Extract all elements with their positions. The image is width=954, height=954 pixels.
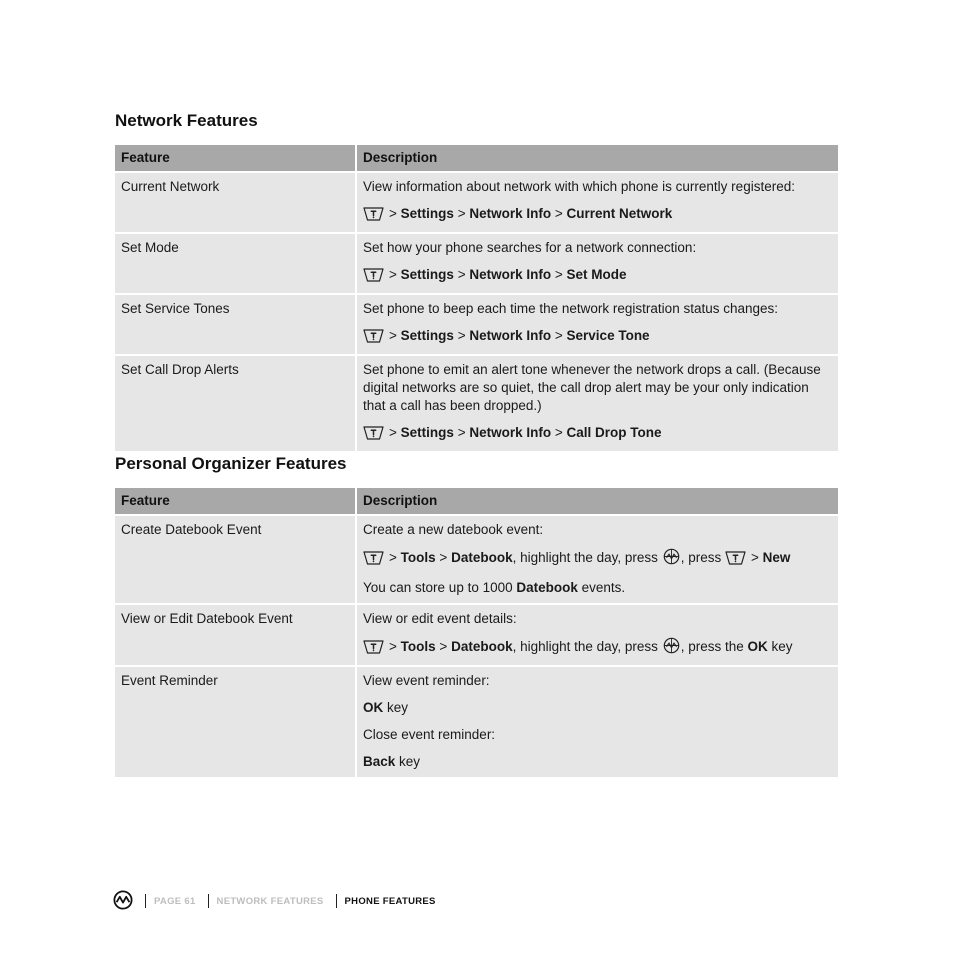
menu-key-icon (363, 551, 384, 570)
description-text: Set phone to beep each time the network registration status changes: (363, 301, 779, 316)
description-text: View information about network with which phone is currently registered: (363, 179, 795, 194)
menu-key-icon (725, 551, 746, 570)
menu-key-icon (363, 268, 384, 287)
table-row (115, 515, 838, 604)
network-features-table (115, 145, 838, 451)
footer-page-number: PAGE 61 (154, 895, 196, 907)
navigation-key-icon (663, 548, 680, 570)
feature-description (356, 666, 838, 777)
menu-key-icon (363, 329, 384, 348)
feature-name: Set Service Tones (115, 294, 356, 355)
menu-path: > Settings > Network Info > Service Tone (363, 327, 832, 348)
feature-description (356, 233, 838, 294)
feature-name: Current Network (115, 172, 356, 233)
footer-section-link[interactable]: NETWORK FEATURES (216, 895, 324, 907)
feature-description (356, 294, 838, 355)
organizer-section-title: Personal Organizer Features (115, 454, 347, 473)
table-row (115, 666, 838, 777)
description-text: Set phone to emit an alert tone whenever the network drops a call. (Because digital networks are so quiet, the call drop alert may be your only indication that a call has been dropped.) (363, 362, 821, 413)
table-row (115, 233, 838, 294)
menu-path: > Tools > Datebook, highlight the day, press , press the OK key (363, 637, 832, 659)
description-text: View event reminder: (363, 673, 490, 688)
feature-name: Set Call Drop Alerts (115, 355, 356, 451)
menu-key-icon (363, 207, 384, 226)
feature-description (356, 604, 838, 666)
feature-description (356, 355, 838, 451)
description-text: Close event reminder: (363, 727, 496, 742)
footer-divider (208, 894, 209, 908)
feature-description (356, 515, 838, 604)
brand-logo-icon (113, 890, 133, 913)
menu-key-icon (363, 640, 384, 659)
table-header-row (115, 145, 838, 172)
feature-name: Create Datebook Event (115, 515, 356, 604)
feature-name: View or Edit Datebook Event (115, 604, 356, 666)
column-header-description: Description (356, 488, 838, 515)
navigation-key-icon (663, 637, 680, 659)
table-row (115, 355, 838, 451)
feature-description (356, 172, 838, 233)
network-section-title: Network Features (115, 111, 258, 130)
description-text: Create a new datebook event: (363, 522, 544, 537)
footer-divider (336, 894, 337, 908)
table-row (115, 172, 838, 233)
table-header-row (115, 488, 838, 515)
feature-name: Set Mode (115, 233, 356, 294)
column-header-feature: Feature (115, 145, 356, 172)
note-text: You can store up to 1000 Datebook events. (363, 580, 626, 595)
description-text: View or edit event details: (363, 611, 517, 626)
menu-key-icon (363, 426, 384, 445)
menu-path: > Settings > Network Info > Call Drop Tone (363, 424, 832, 445)
menu-path: > Settings > Network Info > Current Network (363, 205, 832, 226)
key-instruction: OK key (363, 700, 409, 715)
footer-divider (145, 894, 146, 908)
table-row (115, 604, 838, 666)
page-footer (113, 891, 436, 911)
menu-path: > Settings > Network Info > Set Mode (363, 266, 832, 287)
footer-chapter-link[interactable]: PHONE FEATURES (344, 895, 436, 907)
key-instruction: Back key (363, 754, 421, 769)
column-header-feature: Feature (115, 488, 356, 515)
menu-path: > Tools > Datebook, highlight the day, press , press > New (363, 548, 832, 570)
column-header-description: Description (356, 145, 838, 172)
organizer-features-table (115, 488, 838, 777)
description-text: Set how your phone searches for a network connection: (363, 240, 697, 255)
feature-name: Event Reminder (115, 666, 356, 777)
table-row (115, 294, 838, 355)
